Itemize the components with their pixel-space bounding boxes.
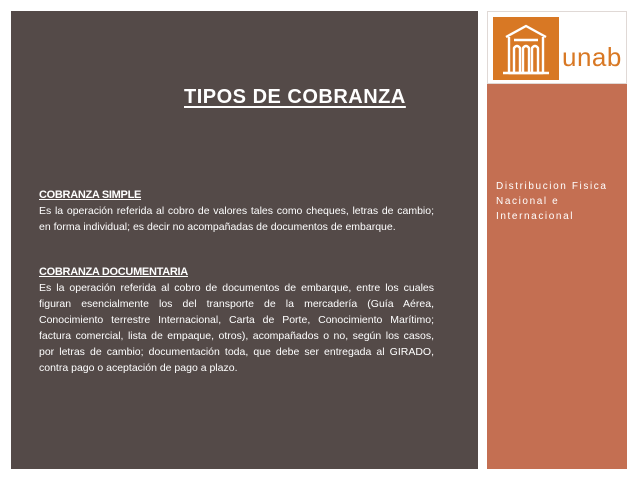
section-body: Es la operación referida al cobro de documentos de embarque, entre los cuales figuran esencialmente los del transporte de la mercadería (Guía Aérea, Conocimiento terrestre Internacional, Carta de Porte, Conocimiento Marítimo; factura comercial, lista de empaque, otros), acompañados o no, según los casos, por letras de cambio; documentación toda, que debe ser entregada al GIRADO, contra pago o aceptación de pago a plazo.: [39, 282, 434, 374]
section-cobranza-simple: [39, 187, 434, 235]
section-heading: COBRANZA SIMPLE: [39, 189, 142, 201]
course-subtitle: Distribucion Fisica Nacional e Internacional: [496, 181, 608, 222]
content-panel: [11, 11, 478, 469]
section-heading: COBRANZA DOCUMENTARIA: [39, 266, 188, 278]
slide-title: TIPOS DE COBRANZA: [184, 86, 406, 108]
section-cobranza-documentaria: [39, 264, 434, 376]
section-body: Es la operación referida al cobro de valores tales como cheques, letras de cambio; en forma individual; es decir no acompañadas de documentos de embarque.: [39, 205, 434, 233]
logo: [487, 11, 627, 84]
building-icon: [493, 17, 559, 80]
logo-text: unab: [562, 42, 622, 72]
sidebar-panel: [487, 11, 627, 469]
